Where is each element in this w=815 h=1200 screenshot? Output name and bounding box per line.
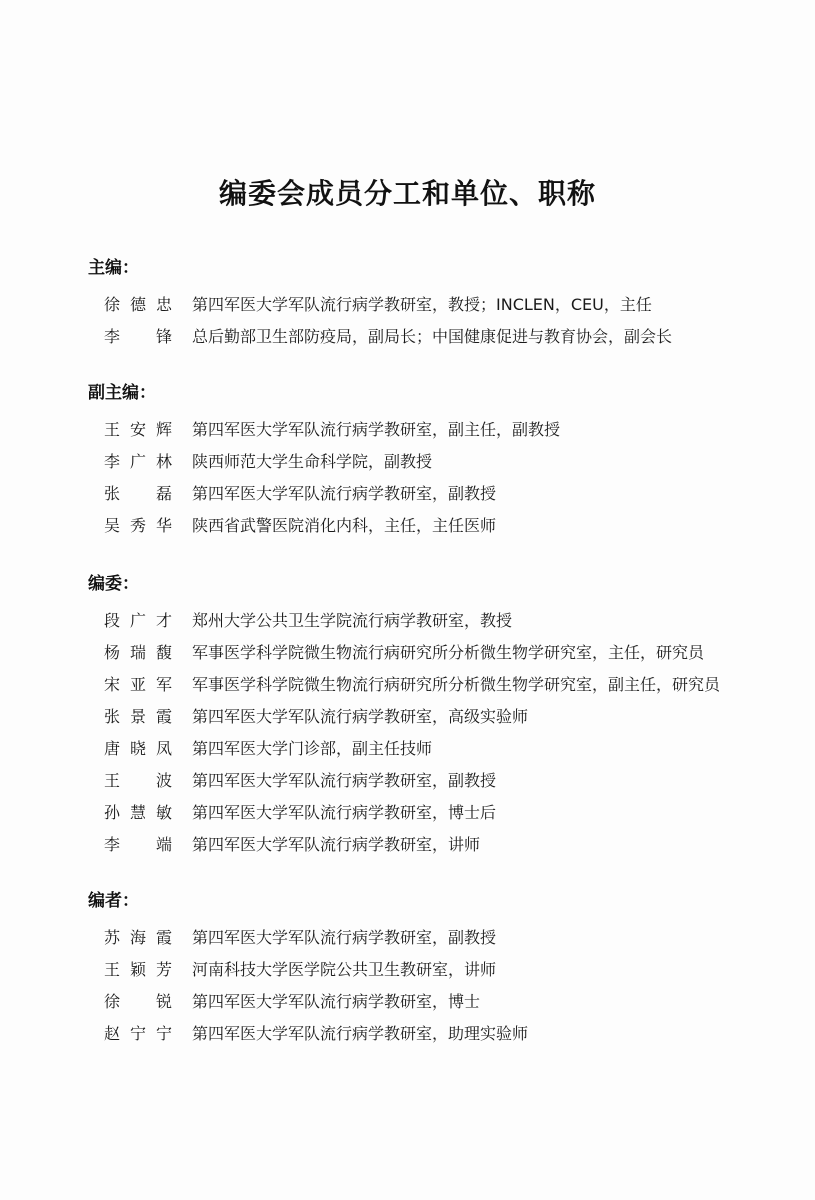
member-affiliation: 第四军医大学军队流行病学教研室，博士后 [192,803,497,822]
member-name: 唐晓凤 [104,739,172,758]
member-name: 李广林 [104,452,172,471]
member-row [88,478,788,510]
member-row [88,765,788,797]
member-affiliation: 第四军医大学军队流行病学教研室，高级实验师 [192,707,529,726]
member-row [88,701,788,733]
member-affiliation: 陕西省武警医院消化内科，主任，主任医师 [192,516,497,535]
member-name: 王波 [104,771,172,790]
member-affiliation: 河南科技大学医学院公共卫生教研室，讲师 [192,960,497,979]
member-row [88,637,788,669]
member-row [88,733,788,765]
member-affiliation: 第四军医大学军队流行病学教研室，博士 [192,992,481,1011]
member-name: 王安辉 [104,420,172,439]
member-row [88,605,788,637]
section-label: 主编： [88,258,139,278]
member-affiliation: 第四军医大学军队流行病学教研室，副教授 [192,484,497,503]
member-affiliation: 第四军医大学军队流行病学教研室，副教授 [192,928,497,947]
member-row [88,829,788,861]
member-affiliation: 第四军医大学军队流行病学教研室，讲师 [192,835,481,854]
section-editorial-board [88,571,788,861]
member-affiliation: 第四军医大学门诊部，副主任技师 [192,739,433,758]
section-contributors [88,888,788,1050]
member-name: 杨瑞馥 [104,643,172,662]
member-row [88,510,788,542]
page-title: 编委会成员分工和单位、职称 [218,177,596,210]
member-name: 徐德忠 [104,295,172,314]
member-row [88,414,788,446]
member-row [88,986,788,1018]
member-name: 张磊 [104,484,172,503]
section-chief-editors [88,255,788,353]
member-affiliation: 第四军医大学军队流行病学教研室，教授；INCLEN，CEU，主任 [192,295,652,314]
member-row [88,289,788,321]
member-affiliation: 总后勤部卫生部防疫局，副局长；中国健康促进与教育协会，副会长 [192,327,673,346]
member-row [88,669,788,701]
member-row [88,954,788,986]
member-affiliation: 军事医学科学院微生物流行病研究所分析微生物学研究室，副主任，研究员 [192,675,721,694]
member-name: 赵宁宁 [104,1024,172,1043]
member-row [88,922,788,954]
member-name: 宋亚军 [104,675,172,694]
member-name: 吴秀华 [104,516,172,535]
member-name: 李端 [104,835,172,854]
member-name: 王颖芳 [104,960,172,979]
member-affiliation: 第四军医大学军队流行病学教研室，副主任，副教授 [192,420,561,439]
member-name: 孙慧敏 [104,803,172,822]
member-affiliation: 陕西师范大学生命科学院，副教授 [192,452,433,471]
member-affiliation: 郑州大学公共卫生学院流行病学教研室，教授 [192,611,513,630]
member-row [88,797,788,829]
section-label: 编者： [88,891,139,911]
member-name: 李锋 [104,327,172,346]
member-name: 徐锐 [104,992,172,1011]
section-associate-editors [88,380,788,542]
member-row [88,321,788,353]
member-row [88,1018,788,1050]
member-name: 苏海霞 [104,928,172,947]
member-name: 段广才 [104,611,172,630]
member-affiliation: 军事医学科学院微生物流行病研究所分析微生物学研究室，主任，研究员 [192,643,705,662]
member-affiliation: 第四军医大学军队流行病学教研室，副教授 [192,771,497,790]
section-label: 编委： [88,574,139,594]
member-affiliation: 第四军医大学军队流行病学教研室，助理实验师 [192,1024,529,1043]
section-label: 副主编： [88,383,156,403]
member-name: 张景霞 [104,707,172,726]
member-row [88,446,788,478]
